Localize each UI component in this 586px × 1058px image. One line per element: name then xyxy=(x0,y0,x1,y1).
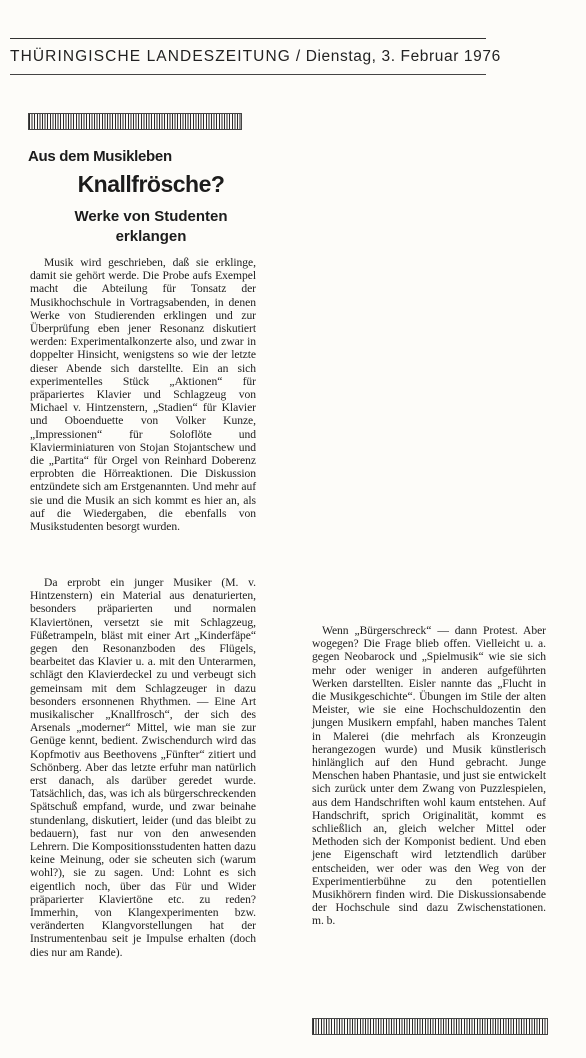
masthead xyxy=(10,48,501,66)
article-column-2 xyxy=(312,624,546,928)
subheadline-line-1: Werke von Studenten xyxy=(74,208,228,225)
paragraph-1: Musik wird geschrieben, daß sie erklinge, damit sie gehört werde. Die Probe aufs Exempel macht die Abteilung für Tonsatz der Musikhochschule in Vortragsabenden, in denen Werke von Studierenden erklingen und zur Überprüfung eben jener Resonanz diskutiert werden: Experimentalkonzerte also, und zwar in doppelter Hinsicht, wenigstens so wie der letzte dieser Abende sich darstellte. Ein an sich experimentelles Stück „Aktionen“ für präpariertes Klavier und Schlagzeug von Michael v. Hintzenstern, „Stadien“ für Klavier und Oboenduette von Volker Kunze, „Impressionen“ für Soloflöte und Klavierminiaturen von Stojan Stojantschew und die „Partita“ für Orgel von Reinhard Doberenz erprobten die Hörreaktionen. Die Diskussion entzündete sich am Erstgenannten. Und mehr auf sie und die Musik an sich kommt es hier an, als auf die Wiedergaben, die ebenfalls von Musikstudenten besorgt wurden. xyxy=(30,256,256,534)
author-signature: m. b. xyxy=(312,914,336,928)
paragraph-2: Da erprobt ein junger Musiker (M. v. Hintzenstern) ein Material aus denaturierten, besonders präparierten und normalen Klaviertönen, versetzt sie mit Schlagzeug, Füßetrampeln, bläst mit einer Art „Kinderfäpe“ gegen den Resonanzboden des Flügels, bearbeitet das Klavier u. a. mit den Unterarmen, schlägt den Klavierdeckel zu und verbeugt sich gemeinsam mit dem Schlagzeuger in dazu besonders ersonnenen Rhythmen. — Eine Art musikalischer „Knallfrosch“, der sich des Arsenals „moderner“ Mittel, wie man sie zur Genüge kennt, bedient. Zwischendurch wird das Kopfmotiv aus Beethovens „Fünfter“ zitiert und Schönberg. Aber das letzte erfuhr man natürlich erst danach, als darüber geredet wurde. Tatsächlich, das, was ich als bürgerschreckenden Spätschuß empfand, wurde, und zwar beinahe stundenlang, diskutiert, leider (und das bleibt zu bedauern), fast nur von den anwesenden Lehrern. Die Kompositionsstudenten hatten dazu keine Meinung, oder sie scheuten sich (warum wohl?), sie zu sagen. Und: Lohnt es sich eigentlich noch, über das Für und Wider präparierter Klaviertöne etc. zu reden? Immerhin, von Klangexperimenten bzw. veränderten Klangvorstellungen hat der Instrumentenbau seit je Impulse erhalten (doch dies nur am Rande). xyxy=(30,576,256,959)
masthead-separator: / xyxy=(295,48,301,65)
article-column-1-top xyxy=(30,256,256,533)
article-column-1-bottom xyxy=(30,576,256,959)
paragraph-3 xyxy=(312,624,546,928)
section-title: Aus dem Musikleben xyxy=(28,148,172,165)
subheadline-line-2: erklangen xyxy=(115,228,187,245)
paragraph-3-text: Wenn „Bürgerschreck“ — dann Protest. Aber wogegen? Die Frage blieb offen. Vielleicht u. a. gegen Neobarock und „Spielmusik“ wie sie sich mehr oder weniger in anderen aufgeführten Werken darstellten. Eisler nannte das „Flucht in die Musikgeschichte“. Übungen im Stile der alten Meister, wie sie eine Hochschuldozentin den jungen Musikern empfahl, haben manches Talent in Malerei (die mehrfach als Kronzeugin herangezogen wurde) und Musik künstlerisch hinlänglich auf den Hund gebracht. Junge Menschen haben Phantasie, und just sie entwickelt sich zurück unter dem Zwang von Puzzlespielen, aus dem Handschriften wohl kaum entstehen. Auf Handschrift, sprich Originalität, kommt es schließlich an, gleich welcher Mittel oder Methoden sich der Komponist bedient. Und eben jene Eigenschaft wird letztendlich darüber entscheiden, wer oder was den Weg von der Experimentierbühne zu den potentiellen Musikhörern finden wird. Die Diskussionsabende der Hochschule sind dazu Zwischenstationen. xyxy=(312,624,546,915)
headline: Knallfrösche? xyxy=(77,171,225,197)
newspaper-name: THÜRINGISCHE LANDESZEITUNG xyxy=(10,48,291,65)
masthead-rule xyxy=(10,74,486,75)
archive-barcode-bottom xyxy=(312,1018,548,1035)
subheadline xyxy=(28,207,274,247)
archive-barcode-top xyxy=(28,113,242,130)
top-rule xyxy=(10,38,486,39)
publication-date: Dienstag, 3. Februar 1976 xyxy=(305,48,501,65)
